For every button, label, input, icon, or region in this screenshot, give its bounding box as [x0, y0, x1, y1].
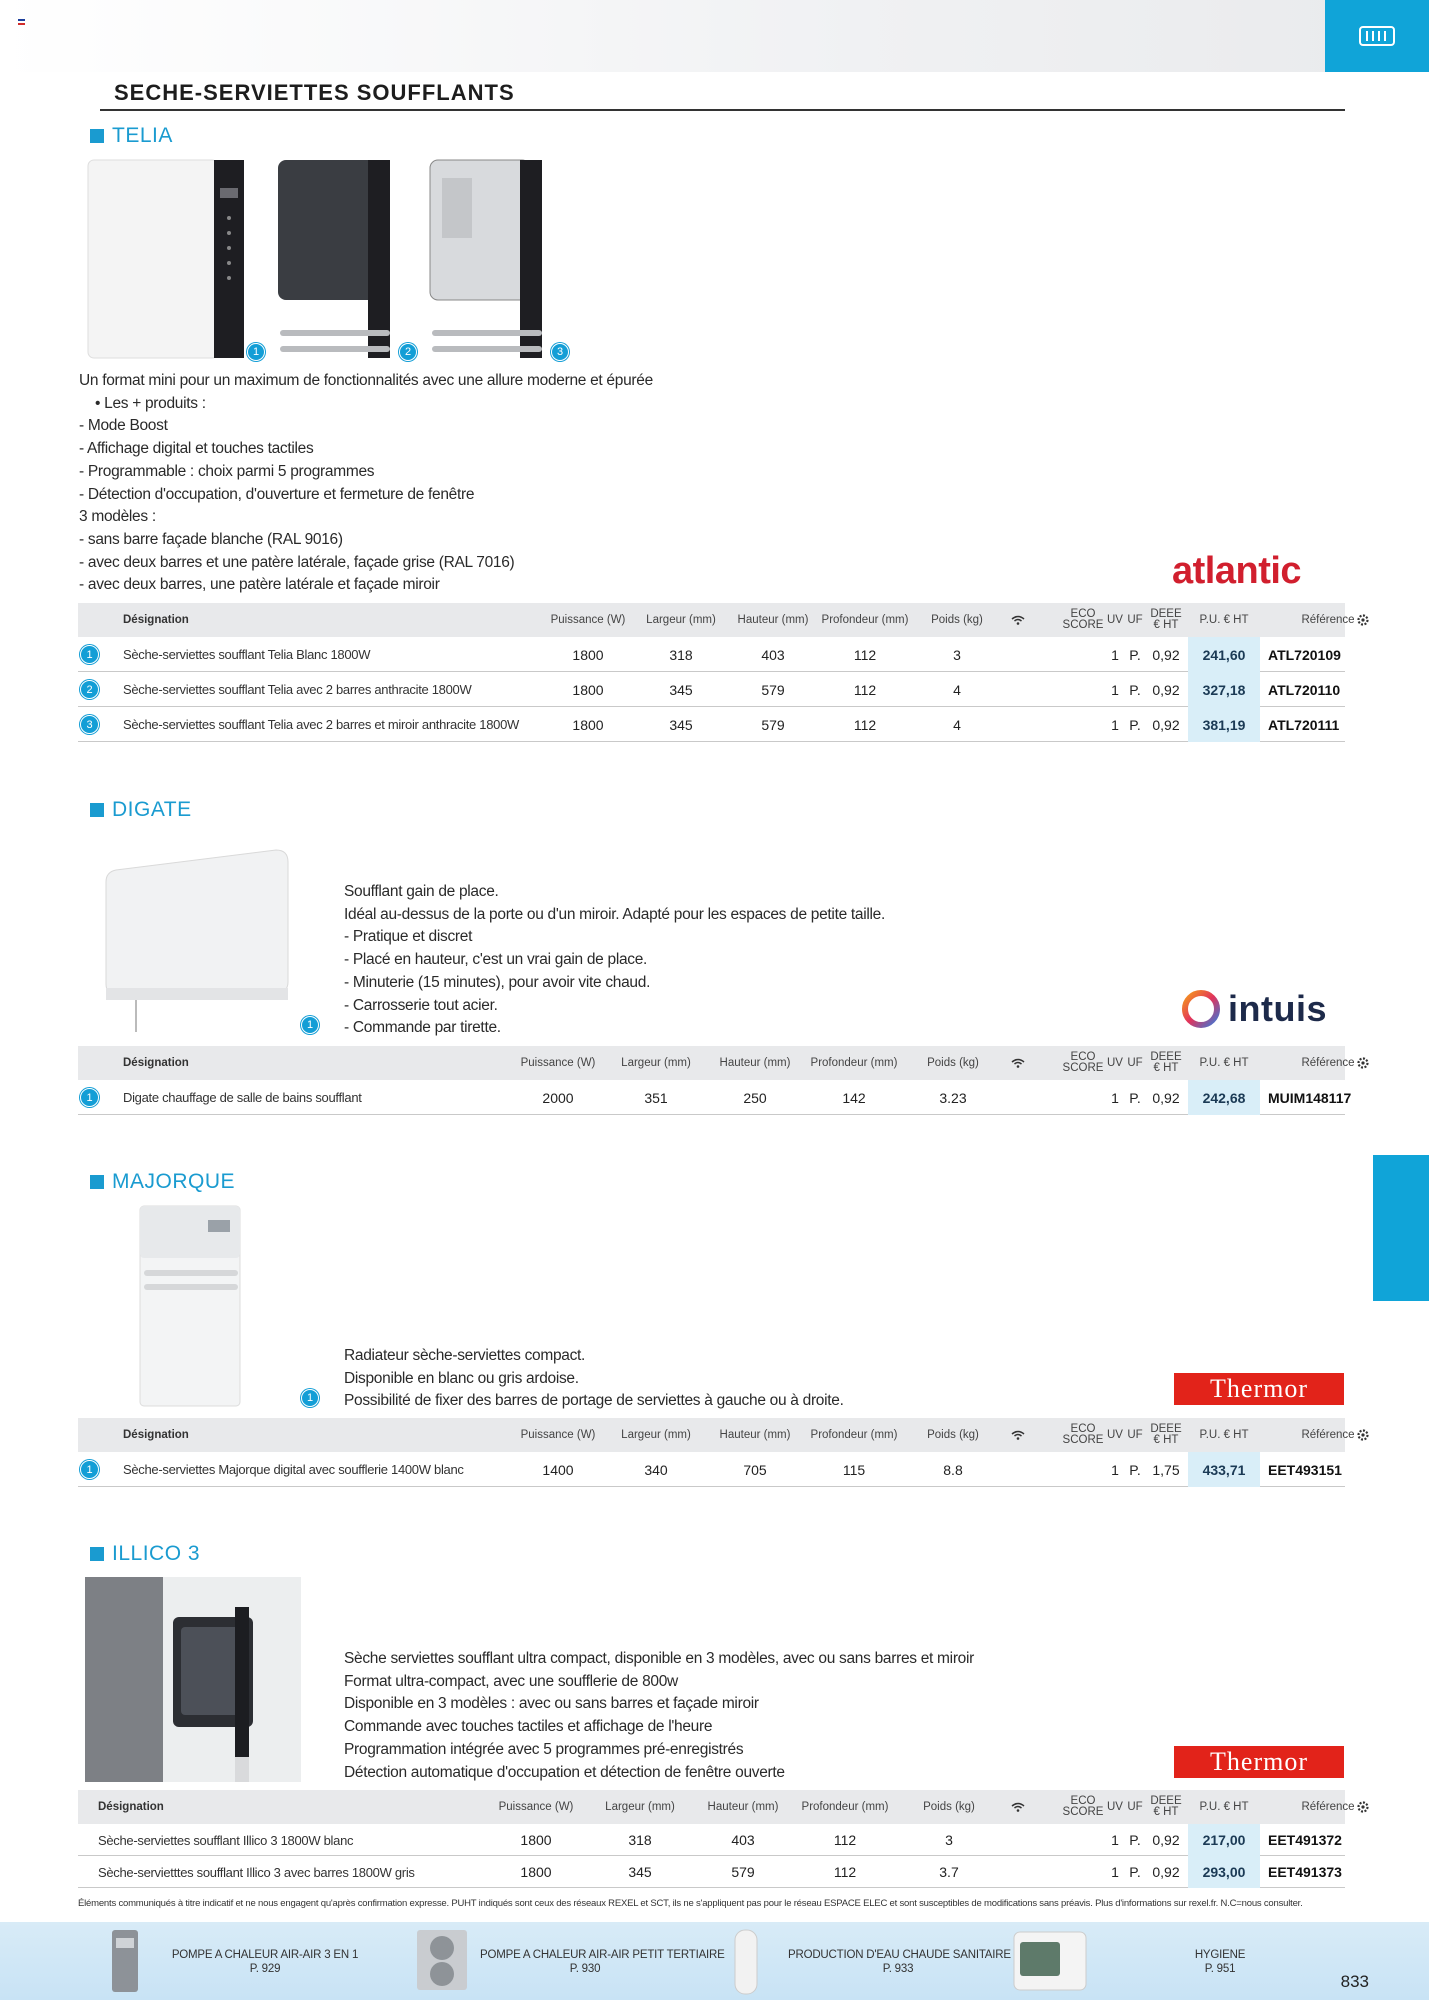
cell-puissance: 1800 — [572, 716, 604, 733]
description-line: - Pratique et discret — [344, 928, 473, 946]
footer-nav — [0, 1922, 1429, 2000]
row-number-badge: 3 — [80, 715, 99, 734]
wifi-icon — [1011, 615, 1025, 625]
top-band — [0, 0, 1429, 72]
col-deee — [1146, 1790, 1186, 1824]
brand-name: Thermor — [1210, 1374, 1308, 1403]
cell-profondeur: 112 — [853, 716, 877, 733]
col-settings — [1313, 603, 1413, 637]
section-title-illico — [90, 1542, 200, 1566]
description-line: - Carrosserie tout acier. — [344, 996, 498, 1014]
cell-price: 433,71 — [1188, 1452, 1260, 1487]
section-square-icon — [90, 1547, 104, 1561]
gear-icon — [1356, 1800, 1370, 1814]
col-uf: UF — [1127, 1800, 1143, 1813]
col-deee — [1146, 1046, 1186, 1080]
cell-largeur: 345 — [628, 1864, 652, 1880]
col-reference: Référence — [1301, 1800, 1355, 1813]
cell-hauteur: 579 — [761, 681, 785, 698]
cell-uf: P. — [1129, 716, 1141, 733]
cell-puissance: 1800 — [520, 1864, 552, 1880]
description-line: • Les + produits : — [95, 394, 206, 412]
cell-uf: P. — [1129, 1864, 1141, 1880]
cell-largeur: 351 — [644, 1089, 668, 1106]
row-number-badge: 1 — [80, 1460, 99, 1479]
footer-text — [480, 1948, 725, 1976]
cell-deee: 0,92 — [1152, 1832, 1180, 1848]
footer-link-pac-3en1[interactable] — [100, 1922, 360, 2000]
row-number-badge: 1 — [80, 1088, 99, 1107]
col-pu: P.U. € HT — [1199, 1800, 1249, 1813]
description-line: - Mode Boost — [79, 417, 168, 435]
footer-label: POMPE A CHALEUR AIR-AIR PETIT TERTIAIRE — [480, 1949, 725, 1961]
wifi-icon — [1011, 1802, 1025, 1812]
section-title-text: MAJORQUE — [112, 1170, 236, 1193]
col-designation: Désignation — [98, 1800, 164, 1813]
section-title-text: TELIA — [112, 124, 173, 147]
gear-icon — [1356, 1428, 1370, 1442]
col-settings — [1313, 1790, 1413, 1824]
cell-largeur: 318 — [669, 646, 693, 663]
col-reference: Référence — [1301, 613, 1355, 626]
description-majorque — [344, 1345, 844, 1413]
cell-hauteur: 250 — [743, 1089, 767, 1106]
table-row[interactable] — [78, 1824, 1345, 1856]
cell-puissance: 1800 — [572, 681, 604, 698]
row-number-badge: 2 — [80, 680, 99, 699]
description-line: - avec deux barres et une patère latérale, façade grise (RAL 7016) — [79, 553, 515, 571]
cell-deee: 1,75 — [1152, 1461, 1180, 1478]
intuis-ring-icon — [1180, 988, 1222, 1030]
col-profondeur: Profondeur (mm) — [801, 1800, 889, 1813]
col-pu: P.U. € HT — [1199, 1056, 1249, 1069]
section-title-digate — [90, 798, 192, 822]
footer-text — [1180, 1948, 1260, 1976]
col-largeur: Largeur (mm) — [646, 613, 716, 626]
cell-price: 217,00 — [1188, 1824, 1260, 1856]
gear-icon — [1356, 1056, 1370, 1070]
cell-designation: Sèche-serviettes soufflant Telia avec 2 barres et miroir anthracite 1800W — [123, 717, 519, 732]
cell-profondeur: 112 — [833, 1832, 857, 1848]
table-row[interactable] — [78, 707, 1345, 742]
cell-hauteur: 579 — [761, 716, 785, 733]
product-table-majorque — [78, 1418, 1355, 1487]
page-number: 833 — [1340, 1972, 1369, 1991]
brand-name: intuis — [1228, 988, 1327, 1029]
description-line: 3 modèles : — [79, 508, 156, 526]
table-header — [78, 603, 1355, 637]
cell-uv: 1 — [1111, 1832, 1119, 1848]
col-deee — [1146, 1418, 1186, 1452]
cell-reference[interactable]: ATL720111 — [1268, 716, 1340, 733]
footer-link-pac-tertiaire[interactable] — [410, 1922, 725, 2000]
col-reference: Référence — [1301, 1428, 1355, 1441]
col-uf: UF — [1127, 1428, 1143, 1441]
water-heater-icon — [733, 1928, 759, 1996]
product-table-telia — [78, 603, 1355, 742]
section-title-telia — [90, 124, 173, 148]
cell-deee: 0,92 — [1152, 646, 1180, 663]
description-line: - Affichage digital et touches tactiles — [79, 440, 314, 458]
col-deee-line1: DEEE — [1150, 608, 1182, 620]
heat-pump-icon — [110, 1928, 140, 1994]
cell-uf: P. — [1129, 1461, 1141, 1478]
description-line: Possibilité de fixer des barres de portage de serviettes à gauche ou à droite. — [344, 1392, 844, 1410]
product-image-illico — [85, 1577, 301, 1782]
description-line: Commande avec touches tactiles et affichage de l'heure — [344, 1718, 713, 1736]
row-number-badge: 1 — [80, 645, 99, 664]
col-eco-line2: SCORE — [1062, 1806, 1104, 1818]
col-puissance: Puissance (W) — [498, 1800, 574, 1813]
col-poids: Poids (kg) — [931, 613, 983, 626]
description-line: Radiateur sèche-serviettes compact. — [344, 1347, 586, 1364]
cell-reference[interactable]: EET491372 — [1268, 1832, 1342, 1848]
description-line: Sèche serviettes soufflant ultra compact, disponible en 3 modèles, avec ou sans barres et miroir — [344, 1650, 975, 1667]
brand-logo-atlantic: atlantic — [1172, 550, 1302, 592]
category-tab[interactable] — [1325, 0, 1429, 72]
footer-page: P. 929 — [249, 1963, 281, 1975]
cell-designation: Sèche-serviettes soufflant Telia avec 2 barres anthracite 1800W — [123, 682, 472, 697]
col-eco-line1: ECO — [1070, 608, 1096, 620]
footer-link-hygiene[interactable] — [1010, 1922, 1290, 2000]
table-row[interactable] — [78, 1856, 1345, 1888]
footer-page: P. 951 — [1204, 1963, 1236, 1975]
cell-hauteur: 705 — [743, 1461, 767, 1478]
cell-profondeur: 115 — [842, 1461, 866, 1478]
brand-logo-thermor — [1174, 1746, 1344, 1778]
footer-text — [170, 1948, 360, 1976]
section-square-icon — [90, 129, 104, 143]
col-uv: UV — [1107, 1056, 1123, 1069]
cell-price: 381,19 — [1188, 707, 1260, 742]
product-table-illico — [78, 1790, 1355, 1888]
description-line: - Minuterie (15 minutes), pour avoir vite chaud. — [344, 973, 651, 991]
cell-uv: 1 — [1111, 1089, 1119, 1106]
gear-icon — [1356, 613, 1370, 627]
col-deee-line1: DEEE — [1150, 1051, 1182, 1063]
cell-largeur: 345 — [669, 681, 693, 698]
description-illico — [344, 1648, 974, 1784]
radiator-icon — [1358, 23, 1396, 49]
col-puissance: Puissance (W) — [520, 1056, 596, 1069]
cell-uv: 1 — [1111, 1461, 1119, 1478]
col-puissance: Puissance (W) — [520, 1428, 596, 1441]
description-line: Idéal au-dessus de la porte ou d'un miroir. Adapté pour les espaces de petite taille. — [344, 905, 885, 923]
cell-reference[interactable]: MUIM148117 — [1268, 1089, 1352, 1106]
cell-price: 327,18 — [1188, 672, 1260, 707]
table-row[interactable] — [78, 1080, 1352, 1115]
col-largeur: Largeur (mm) — [621, 1428, 691, 1441]
cell-deee: 0,92 — [1152, 1864, 1180, 1880]
brand-name: Thermor — [1210, 1747, 1308, 1776]
title-divider — [100, 109, 1345, 111]
cell-designation: Digate chauffage de salle de bains soufflant — [123, 1090, 362, 1105]
description-line: Un format mini pour un maximum de fonctionnalités avec une allure moderne et épurée — [79, 372, 653, 389]
col-poids: Poids (kg) — [923, 1800, 975, 1813]
outdoor-unit-icon — [415, 1928, 469, 1992]
image-badge: 1 — [247, 343, 265, 361]
cell-price: 293,00 — [1188, 1856, 1260, 1888]
cell-hauteur: 579 — [731, 1864, 755, 1880]
section-title-text: ILLICO 3 — [112, 1542, 201, 1565]
col-designation: Désignation — [123, 1428, 189, 1441]
col-eco-line1: ECO — [1070, 1795, 1096, 1807]
section-title-majorque — [90, 1170, 235, 1194]
cell-profondeur: 142 — [842, 1089, 866, 1106]
col-poids: Poids (kg) — [927, 1056, 979, 1069]
cell-profondeur: 112 — [833, 1864, 857, 1880]
footer-link-eau-chaude[interactable] — [728, 1922, 1018, 2000]
col-eco-line1: ECO — [1070, 1423, 1096, 1435]
product-image-telia-mirror — [428, 158, 563, 360]
col-designation: Désignation — [123, 613, 189, 626]
description-line: Détection automatique d'occupation et détection de fenêtre ouverte — [344, 1763, 785, 1781]
cell-designation: Sèche-servietttes soufflant Illico 3 avec barres 1800W gris — [98, 1864, 415, 1880]
cell-uf: P. — [1129, 681, 1141, 698]
image-badge: 1 — [301, 1389, 319, 1407]
table-row[interactable] — [78, 1452, 1345, 1487]
col-profondeur: Profondeur (mm) — [810, 1428, 898, 1441]
col-uv: UV — [1107, 1800, 1123, 1813]
section-square-icon — [90, 1175, 104, 1189]
col-hauteur: Hauteur (mm) — [719, 1056, 791, 1069]
cell-uv: 1 — [1111, 646, 1119, 663]
table-header — [78, 1790, 1355, 1824]
wifi-icon — [1011, 1430, 1025, 1440]
cell-uf: P. — [1129, 1832, 1141, 1848]
col-deee-line2: € HT — [1153, 1434, 1179, 1446]
col-poids: Poids (kg) — [927, 1428, 979, 1441]
description-digate — [344, 881, 885, 1040]
cell-designation: Sèche-serviettes soufflant Illico 3 1800W blanc — [98, 1832, 354, 1848]
footer-label: POMPE A CHALEUR AIR-AIR 3 EN 1 — [171, 1949, 359, 1961]
cell-hauteur: 403 — [731, 1832, 755, 1848]
cell-puissance: 2000 — [542, 1089, 574, 1106]
brand-logo-thermor — [1174, 1373, 1344, 1405]
col-uv: UV — [1107, 1428, 1123, 1441]
cell-poids: 4 — [953, 681, 961, 698]
description-line: - Placé en hauteur, c'est un vrai gain de place. — [344, 951, 648, 969]
col-settings — [1313, 1046, 1413, 1080]
cell-deee: 0,92 — [1152, 716, 1180, 733]
col-hauteur: Hauteur (mm) — [719, 1428, 791, 1441]
footnote: Éléments communiqués à titre indicatif et ne nous engagent qu'après confirmation expresse. PUHT indiqués sont ceux des réseaux REXEL et SCT, ils ne s'appliquent pas pour le réseau ESPACE ELEC et sont susceptibles de modifications sans préavis. Plus d'informations sur rexel.fr. N.C=nous consulter. — [78, 1898, 1303, 1909]
col-hauteur: Hauteur (mm) — [737, 613, 809, 626]
cell-puissance: 1800 — [520, 1832, 552, 1848]
cell-profondeur: 112 — [853, 646, 877, 663]
product-image-digate — [96, 842, 296, 1038]
brand-logo-intuis — [1180, 988, 1327, 1030]
cell-deee: 0,92 — [1152, 1089, 1180, 1106]
col-hauteur: Hauteur (mm) — [707, 1800, 779, 1813]
cell-poids: 3 — [953, 646, 961, 663]
product-image-majorque — [138, 1204, 244, 1410]
cell-uv: 1 — [1111, 716, 1119, 733]
col-designation: Désignation — [123, 1056, 189, 1069]
cell-poids: 4 — [953, 716, 961, 733]
col-deee — [1146, 603, 1186, 637]
cell-poids: 8.8 — [943, 1461, 963, 1478]
description-line: - sans barre façade blanche (RAL 9016) — [79, 530, 343, 548]
section-title-text: DIGATE — [112, 798, 192, 821]
col-settings — [1313, 1418, 1413, 1452]
description-line: Format ultra-compact, avec une soufflerie de 800w — [344, 1672, 678, 1690]
cell-poids: 3.23 — [939, 1089, 967, 1106]
description-line: Programmation intégrée avec 5 programmes pré-enregistrés — [344, 1740, 744, 1758]
hygiene-product-icon — [1010, 1928, 1090, 1994]
table-header — [78, 1046, 1355, 1080]
description-line: - Détection d'occupation, d'ouverture et fermeture de fenêtre — [79, 485, 475, 503]
cell-largeur: 318 — [628, 1832, 652, 1848]
cell-largeur: 345 — [669, 716, 693, 733]
product-image-telia-anthracite — [276, 158, 411, 360]
col-deee-line2: € HT — [1153, 1806, 1179, 1818]
cell-reference[interactable]: ATL720110 — [1268, 681, 1341, 698]
description-line: - Commande par tirette. — [344, 1019, 501, 1037]
col-pu: P.U. € HT — [1199, 613, 1249, 626]
cell-largeur: 340 — [644, 1461, 668, 1478]
footer-page: P. 933 — [882, 1963, 914, 1975]
footer-page: P. 930 — [569, 1963, 601, 1975]
table-header — [78, 1418, 1355, 1452]
section-square-icon — [90, 803, 104, 817]
col-uf: UF — [1127, 1056, 1143, 1069]
footer-label: PRODUCTION D'EAU CHAUDE SANITAIRE — [788, 1949, 1011, 1961]
cell-price: 241,60 — [1188, 637, 1260, 672]
col-pu: P.U. € HT — [1199, 1428, 1249, 1441]
cell-puissance: 1400 — [542, 1461, 574, 1478]
table-row[interactable] — [78, 672, 1345, 707]
product-table-digate — [78, 1046, 1355, 1115]
col-eco-line2: SCORE — [1062, 1434, 1104, 1446]
cell-hauteur: 403 — [761, 646, 785, 663]
table-row[interactable] — [78, 637, 1345, 672]
col-eco-line1: ECO — [1070, 1051, 1096, 1063]
col-reference: Référence — [1301, 1056, 1355, 1069]
cell-profondeur: 112 — [853, 681, 877, 698]
col-largeur: Largeur (mm) — [605, 1800, 675, 1813]
product-image-telia-white — [86, 158, 248, 360]
description-line: Disponible en 3 modèles : avec ou sans barres et façade miroir — [344, 1695, 759, 1713]
footer-text — [788, 1948, 1011, 1976]
col-puissance: Puissance (W) — [550, 613, 626, 626]
cell-puissance: 1800 — [572, 646, 604, 663]
col-eco-line2: SCORE — [1062, 1062, 1104, 1074]
cell-poids: 3 — [945, 1832, 953, 1848]
cell-designation: Sèche-serviettes Majorque digital avec soufflerie 1400W blanc — [123, 1462, 464, 1477]
cell-reference[interactable]: EET493151 — [1268, 1461, 1342, 1478]
col-uf: UF — [1127, 613, 1143, 626]
col-uv: UV — [1107, 613, 1123, 626]
language-flag-icon[interactable] — [18, 19, 25, 25]
description-telia — [79, 370, 653, 597]
image-badge: 3 — [551, 343, 569, 361]
col-deee-line2: € HT — [1153, 619, 1179, 631]
description-line: - avec deux barres, une patère latérale et façade miroir — [79, 576, 440, 594]
cell-poids: 3.7 — [939, 1864, 959, 1880]
footer-label: HYGIENE — [1194, 1949, 1246, 1961]
col-deee-line1: DEEE — [1150, 1795, 1182, 1807]
wifi-icon — [1011, 1058, 1025, 1068]
col-deee-line1: DEEE — [1150, 1423, 1182, 1435]
image-badge: 2 — [399, 343, 417, 361]
cell-designation: Sèche-serviettes soufflant Telia Blanc 1800W — [123, 647, 371, 662]
side-section-tab[interactable] — [1373, 1155, 1429, 1301]
image-badge: 1 — [301, 1016, 319, 1034]
col-largeur: Largeur (mm) — [621, 1056, 691, 1069]
cell-reference[interactable]: ATL720109 — [1268, 646, 1341, 663]
cell-uf: P. — [1129, 646, 1141, 663]
cell-uv: 1 — [1111, 681, 1119, 698]
description-line: Soufflant gain de place. — [344, 883, 499, 900]
cell-deee: 0,92 — [1152, 681, 1180, 698]
cell-uv: 1 — [1111, 1864, 1119, 1880]
description-line: - Programmable : choix parmi 5 programmes — [79, 462, 375, 480]
cell-price: 242,68 — [1188, 1080, 1260, 1115]
col-eco-line2: SCORE — [1062, 619, 1104, 631]
cell-reference[interactable]: EET491373 — [1268, 1864, 1342, 1880]
col-profondeur: Profondeur (mm) — [810, 1056, 898, 1069]
page-title: SECHE-SERVIETTES SOUFFLANTS — [114, 80, 515, 105]
cell-uf: P. — [1129, 1089, 1141, 1106]
col-deee-line2: € HT — [1153, 1062, 1179, 1074]
description-line: Disponible en blanc ou gris ardoise. — [344, 1369, 579, 1387]
col-profondeur: Profondeur (mm) — [821, 613, 909, 626]
